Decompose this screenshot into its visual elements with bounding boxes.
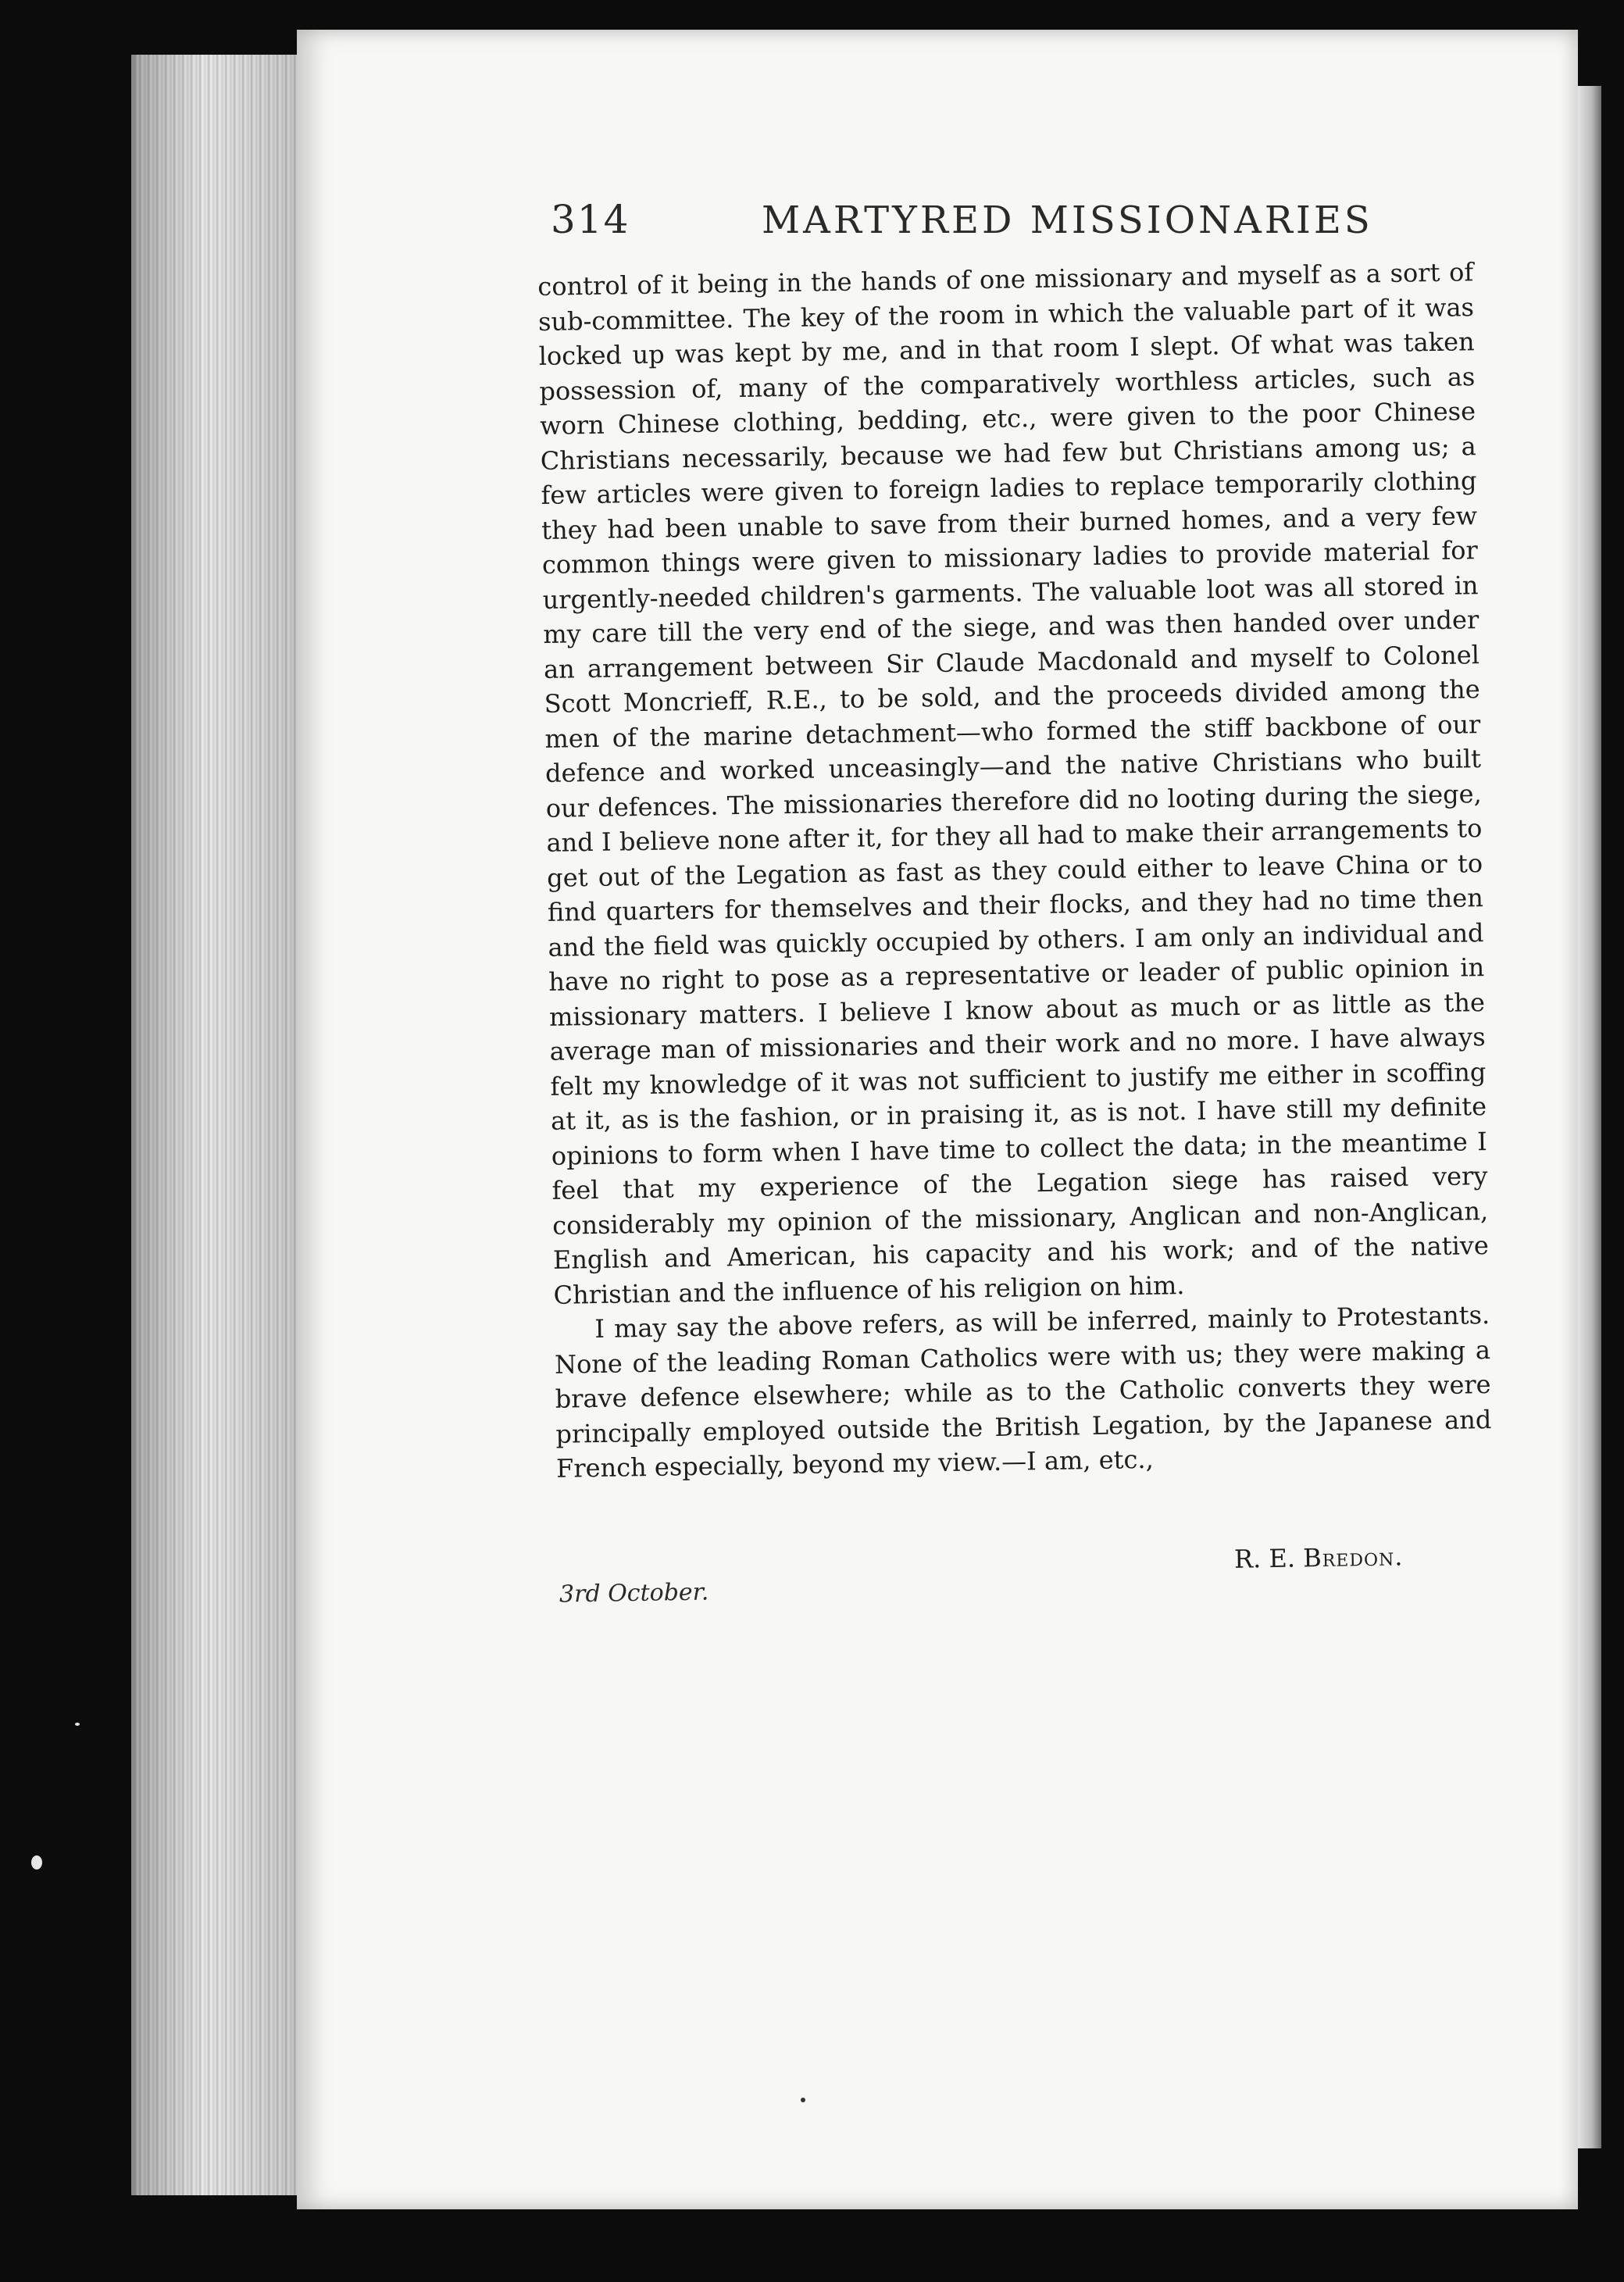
signature-initials: R. E. xyxy=(1233,1543,1296,1574)
scan-speck xyxy=(801,2098,805,2102)
book-page-right-edge xyxy=(1578,86,1601,2148)
page-edges-shade xyxy=(136,55,308,2195)
paragraph-2: I may say the above refers, as will be inferred, mainly to Protestants. None of the leading Roman Catholics were with us; they were making a brave defence elsewhere; while as to the Catholic converts they were principally employed outside the British Legation, by the Japanese and French especially, beyond my view.—I am, etc., xyxy=(554,1300,1492,1484)
body-text xyxy=(537,255,1492,1486)
book-page-edges xyxy=(131,55,308,2195)
dateline: 3rd October. xyxy=(559,1578,709,1609)
signature-surname: Bredon. xyxy=(1302,1541,1404,1573)
signature xyxy=(1234,1541,1404,1573)
running-head: MARTYRED MISSIONARIES xyxy=(762,198,1373,242)
scan-speck xyxy=(31,1855,42,1870)
scan-speck xyxy=(75,1723,80,1726)
paragraph-1: control of it being in the hands of one missionary and myself as a sort of sub-committee. The key of the room in which the valuable part of it was locked up was kept by me, and in that room I slept. Of what was taken possession of, many of the comparatively worthless articles, such as worn Chinese clothing, bedding, etc., were given to the poor Chinese Christians necessarily, because we had few but Christians among us; a few articles were given to foreign ladies to replace temporarily clothing they had been unable to save from their burned homes, and a very few common things were given to missionary ladies to provide material for urgently-needed children's garments. The valuable loot was all stored in my care till the very end of the siege, and was then handed over under an arrangement between Sir Claude Macdonald and myself to Colonel Scott Moncrieff, R.E., to be sold, and the proceeds divided among the men of the marine detachment—who formed the stiff backbone of our defence and worked unceasingly—and the native Christians who built our defences. The missionaries therefore did no looting during the siege, and I believe none after it, for they all had to make their arrangements to get out of the Legation as fast as they could either to leave China or to find quarters for themselves and their flocks, and they had no time then and the field was quickly occupied by others. I am only an individual and have no right to pose as a representative or leader of public opinion in missionary matters. I believe I know about as much or as little as the average man of missionaries and their work and no more. I have always felt my knowledge of it was not sufficient to justify me either in scoffing at it, as is the fashion, or in praising it, as is not. I have still my definite opinions to form when I have time to collect the data; in the meantime I feel that my experience of the Legation siege has raised very considerably my opinion of the missionary, Anglican and non-Anglican, English and American, his capacity and his work; and of the native Christian and the influence of his religion on him. xyxy=(537,257,1490,1310)
page-header xyxy=(551,197,1488,242)
page-number: 314 xyxy=(551,197,630,242)
